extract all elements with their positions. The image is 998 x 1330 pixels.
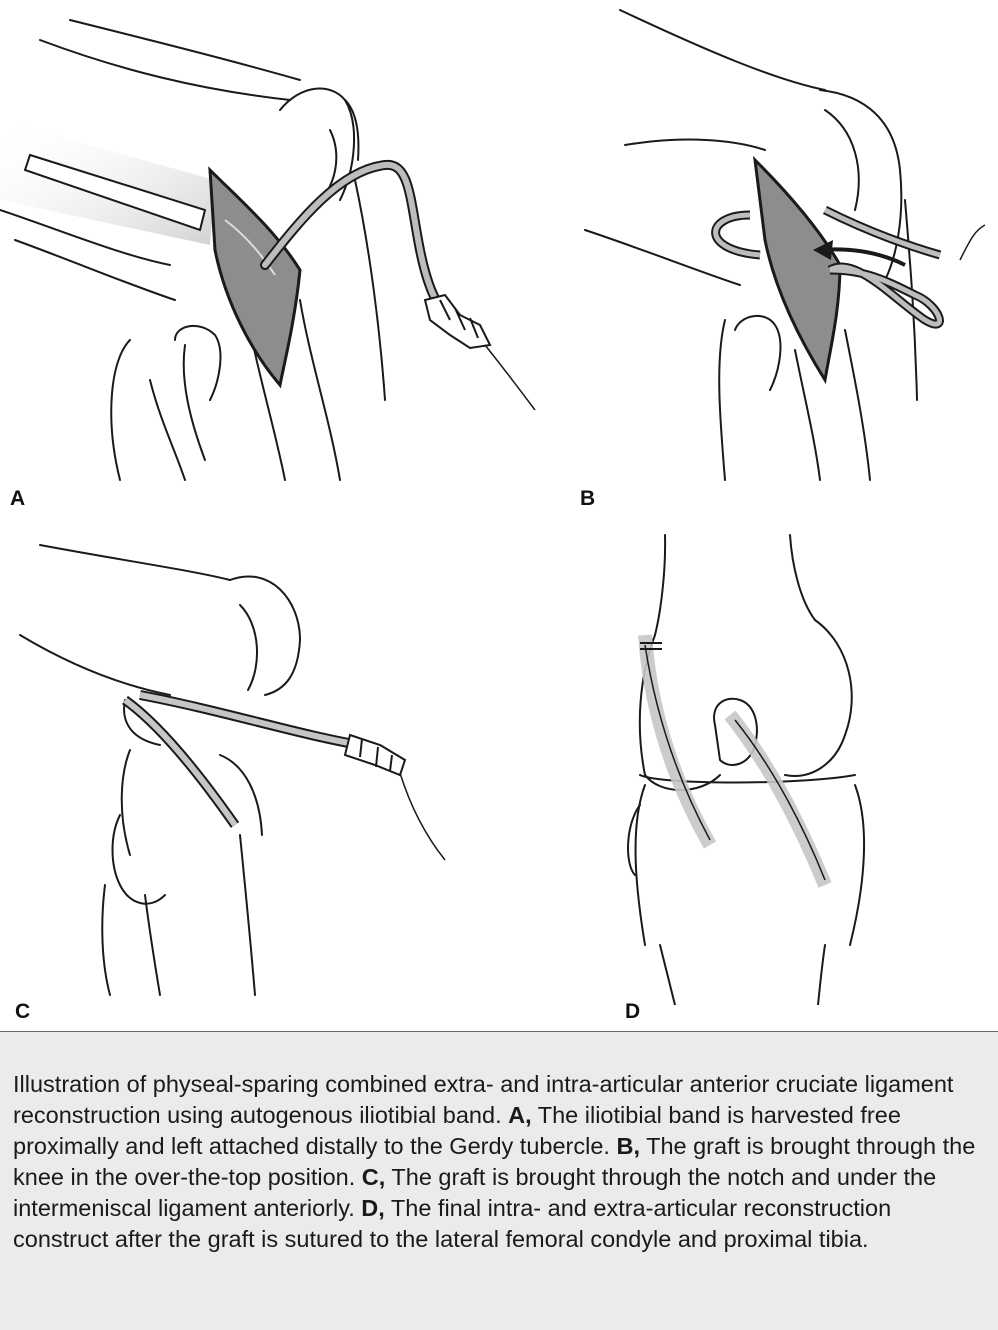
caption-text-b: The graft is brought through the knee in the over-the-top position. — [13, 1133, 976, 1190]
panel-label-c: C — [15, 1000, 31, 1023]
caption-text-d: The final intra- and extra-articular reconstruction construct after the graft is sutured to the lateral femoral condyle and proximal tibia. — [13, 1195, 892, 1252]
panel-label-d: D — [625, 1000, 641, 1023]
caption-text-a: The iliotibial band is harvested free proximally and left attached distally to the Gerdy tubercle. — [13, 1102, 901, 1159]
panel-d — [600, 525, 900, 1005]
caption-label-b: B, — [616, 1133, 640, 1159]
caption-label-d: D, — [361, 1195, 385, 1221]
caption-text-c: The graft is brought through the notch and under the intermeniscal ligament anteriorly. — [13, 1164, 937, 1221]
caption-intro: Illustration of physeal-sparing combined extra- and intra-articular anterior cruciate ligament reconstruction using autogenous iliotibial band. — [13, 1071, 954, 1128]
knee-anterior-construct-illustration — [600, 525, 900, 1005]
panel-b — [565, 0, 998, 490]
figure-caption — [13, 1069, 983, 1255]
panel-c — [0, 525, 560, 1005]
knee-harvest-illustration — [0, 0, 560, 490]
knee-over-the-top-illustration — [565, 0, 998, 490]
panel-label-a: A — [10, 487, 26, 510]
knee-notch-illustration — [0, 525, 560, 1005]
panel-label-b: B — [580, 487, 596, 510]
panel-a — [0, 0, 560, 490]
caption-label-a: A, — [508, 1102, 532, 1128]
caption-label-c: C, — [361, 1164, 386, 1190]
